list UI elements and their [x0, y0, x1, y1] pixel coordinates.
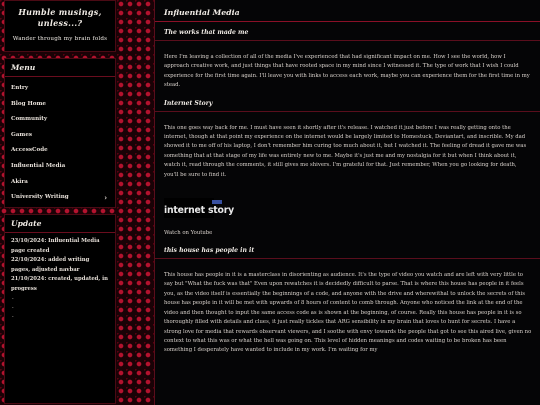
menu-item-akira[interactable]	[11, 175, 109, 191]
menu-item-label: Influential Media	[11, 162, 66, 169]
menu-item-label: University Writing	[11, 194, 69, 201]
menu-item-label: Community	[11, 116, 48, 123]
updates-divider	[5, 232, 115, 233]
update-ellipsis-dot: .	[12, 304, 14, 310]
site-title-line2: unless...?	[37, 18, 83, 28]
section-divider	[155, 258, 540, 259]
update-entry: 23/10/2024: Influential Media page created	[11, 238, 100, 254]
updates-title: Update	[11, 219, 42, 228]
chevron-right-icon[interactable]: ›	[104, 193, 107, 203]
menu-item-blog-home[interactable]	[11, 97, 109, 113]
update-ellipsis-dot: .	[12, 313, 14, 319]
menu-item-label: Blog Home	[11, 100, 46, 107]
video-title: internet story	[164, 205, 234, 217]
menu-item-label: Entry	[11, 85, 29, 91]
update-entry: 21/10/2024: created, updated, in progress	[11, 276, 108, 292]
section-divider	[155, 40, 540, 41]
menu-item-label: Games	[11, 131, 33, 138]
menu-item-accesscode[interactable]	[11, 143, 109, 159]
update-ellipsis-dot: .	[12, 295, 14, 301]
section-heading-works: The works that made me	[164, 29, 249, 36]
menu-item-influential-media[interactable]	[11, 159, 109, 175]
menu-item-entry[interactable]	[11, 81, 109, 97]
menu-panel	[4, 58, 116, 208]
section-heading-this-house: this house has people in it	[164, 247, 255, 255]
section-paragraph-intro: Here I'm leaving a collection of all of the media I've experienced that had significant impact on me. How I see the world, how I approach creative work, and just things that have rooted space in my mind since I witnessed it. The type of work that I wish I could experience for the first time again. I'll leave you with links to access each work, maybe you can experience them for the first time in my stead.	[164, 54, 530, 89]
menu-item-games[interactable]	[11, 128, 109, 144]
menu-divider	[5, 76, 115, 77]
menu-item-community[interactable]	[11, 112, 109, 128]
watch-on-youtube-link[interactable]: Watch on Youtube	[164, 230, 213, 237]
section-heading-internet-story: Internet Story	[164, 99, 213, 107]
section-paragraph-internet-story: This one goes way back for me. I must have seen it shortly after it's release. I watched it just before I was really getting onto the internet, though at that point my experience on the internet would be largely limited to Homestuck, Deviantart, and inscrible. My dad showed it to me off of his laptop, I don't remember him curing too much about it, but I watched it. The feeling of dread it gave me was something that at that stage of my life was entirely new to me. Maybe it's just me and my nostalgia for it but when I think about it, watch it, read through the comments, it still gives me shivers. I'm grateful for that. Just remember, When you go looking for death, you'll be sure to find it.	[164, 124, 527, 178]
section-divider	[155, 111, 540, 112]
menu-item-label: Akira	[11, 178, 28, 185]
menu-item-university-writing[interactable]	[11, 190, 109, 206]
main-content	[154, 0, 540, 405]
menu-item-label: AccessCode	[11, 147, 48, 154]
update-entry: 22/10/2024: added writing pages, adjusted navbar	[11, 257, 90, 273]
video-badge-icon	[212, 200, 222, 204]
sidebar	[4, 0, 116, 405]
site-title[interactable]	[9, 7, 111, 29]
page-title: Influential Media	[164, 8, 240, 17]
updates-panel	[4, 214, 116, 404]
site-header-panel	[4, 0, 116, 52]
site-title-line1: Humble musings,	[18, 7, 102, 17]
site-subtitle: Wander through my brain folds	[12, 36, 108, 42]
video-thumbnail[interactable]	[164, 198, 234, 218]
content-body	[155, 22, 540, 356]
menu-title: Menu	[11, 63, 36, 72]
section-paragraph-this-house: This house has people in it is a masterclass in disorienting as audience. It's the type of video you watch and are left with very little to say but "What the fuck was that" Even upon rewatches it is decidedly difficult to parse. That is where this house has people in it feels you, as the video itself is essentially the beginnings of a code, and anyone with the drive and wherewithal to unlock the secrets of this house has people in it will be met with upwards of 8 hours of content to comb through. Anyone who noticed the link at the end of the video and then thought to input the same access code as is shown at the beginning, of course. Really this house has people in it is so thoroughly filled with details and clues, it just really tickles that ARG sensibility in my brain that loves to hunt for secrets. I have a strong love for media that rewards observant viewers, and I soothe with envy towards the people that got to see this aired live, given no context to what this was or what the hell was going on. This level of hidden meanings and codes waiting to be broken has been something I desperately have wanted to include in my work. I'm waiting for my	[164, 272, 532, 354]
